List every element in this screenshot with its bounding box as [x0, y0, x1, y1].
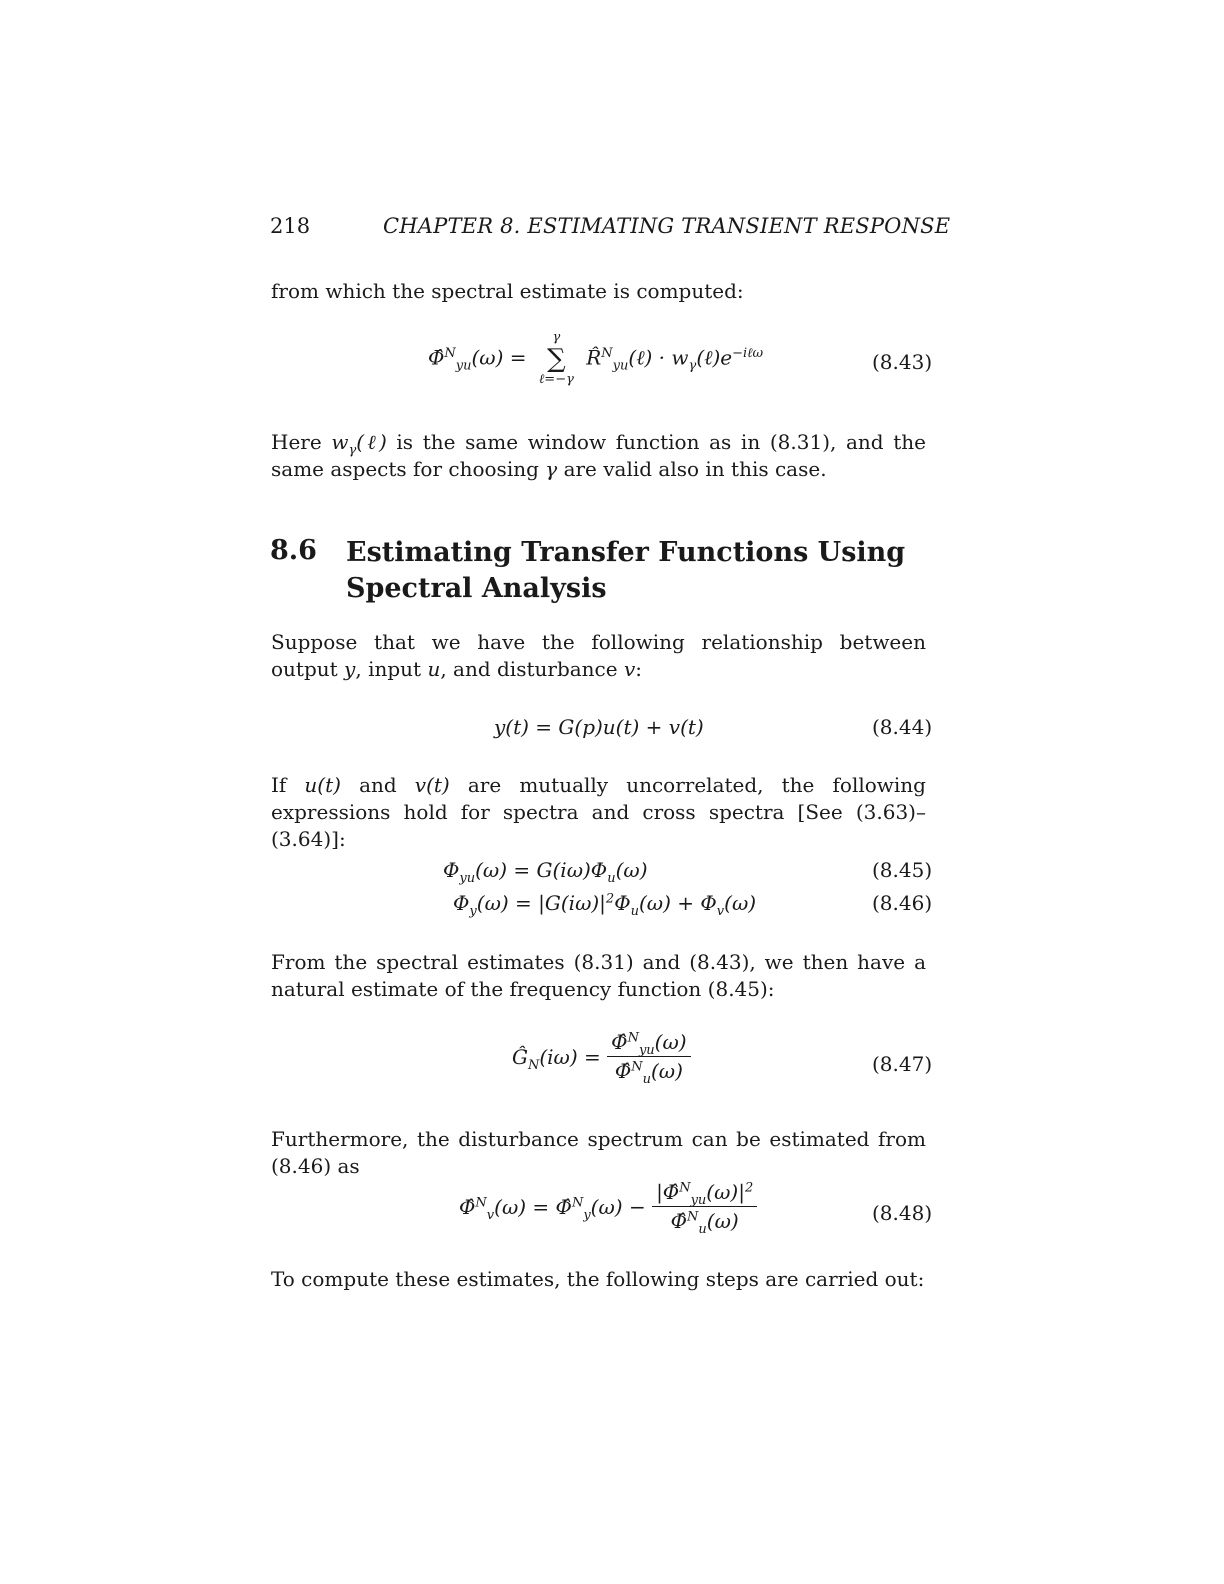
- sum-operator: γ ∑ ℓ=−γ: [538, 330, 574, 387]
- equation-number-8-44: (8.44): [872, 715, 933, 739]
- paragraph-relationship: Suppose that we have the following relationship between output y, input u, and disturbance v:: [271, 630, 926, 681]
- equation-8-44: y(t) = G(p)u(t) + v(t): [494, 715, 704, 739]
- section-number: 8.6: [270, 535, 317, 566]
- paragraph-uncorrelated: If u(t) and v(t) are mutually uncorrelated, the following expressions hold for spectra and cross spectra [See (3.63)–(3.64)]:: [271, 773, 926, 851]
- equation-8-48: Φ̂$^N_v$(ω) = Φ̂$^N_y$(ω) − $\frac{|\Phî^N_{yu}(\omega)|^2}{\Phî^N_u(\omega)}$: [459, 1180, 757, 1233]
- running-header: CHAPTER 8. ESTIMATING TRANSIENT RESPONSE: [383, 214, 951, 238]
- paragraph-window: Here $w_\gamma(\ell)$ is the same window function as in (8.31), and the same aspects for choosing γ are valid also in this case.: [271, 430, 926, 481]
- paragraph-disturbance: Furthermore, the disturbance spectrum can be estimated from (8.46) as: [271, 1127, 926, 1178]
- paragraph-natural-estimate: From the spectral estimates (8.31) and (8.43), we then have a natural estimate of the frequency function (8.45):: [271, 950, 926, 1001]
- paragraph-intro: from which the spectral estimate is computed:: [271, 279, 744, 303]
- paragraph-steps: To compute these estimates, the following steps are carried out:: [271, 1267, 925, 1291]
- section-title: Estimating Transfer Functions Using Spectral Analysis: [346, 537, 906, 604]
- page-number: 218: [270, 214, 311, 238]
- fraction: $\frac{\Phî^N_{yu}(\omega)}{\Phî^N_u(\omega)}$: [607, 1030, 690, 1083]
- equation-number-8-48: (8.48): [872, 1201, 933, 1225]
- equation-number-8-47: (8.47): [872, 1052, 933, 1076]
- equation-8-43: Φ̂$^N_{yu}$(ω) = γ ∑ ℓ=−γ R̂$^N_{yu}$(ℓ) · $w_\gamma(\ell)e^{-i\ell\omega}$: [428, 330, 764, 387]
- equation-8-45: $\Phi_{yu}(\omega) = G(i\omega)\Phi_u(\omega)$: [443, 858, 648, 886]
- equation-8-46: $\Phi_y(\omega) = |G(i\omega)|^2\Phi_u(\omega) + \Phi_v(\omega)$: [453, 891, 757, 919]
- equation-number-8-46: (8.46): [872, 891, 933, 915]
- equation-number-8-45: (8.45): [872, 858, 933, 882]
- equation-8-47: $Ĝ_N(i\omega)$ = $\frac{\Phî^N_{yu}(\omega)}{\Phî^N_u(\omega)}$: [512, 1030, 691, 1083]
- fraction: $\frac{|\Phî^N_{yu}(\omega)|^2}{\Phî^N_u(\omega)}$: [652, 1180, 757, 1233]
- equation-number-8-43: (8.43): [872, 350, 933, 374]
